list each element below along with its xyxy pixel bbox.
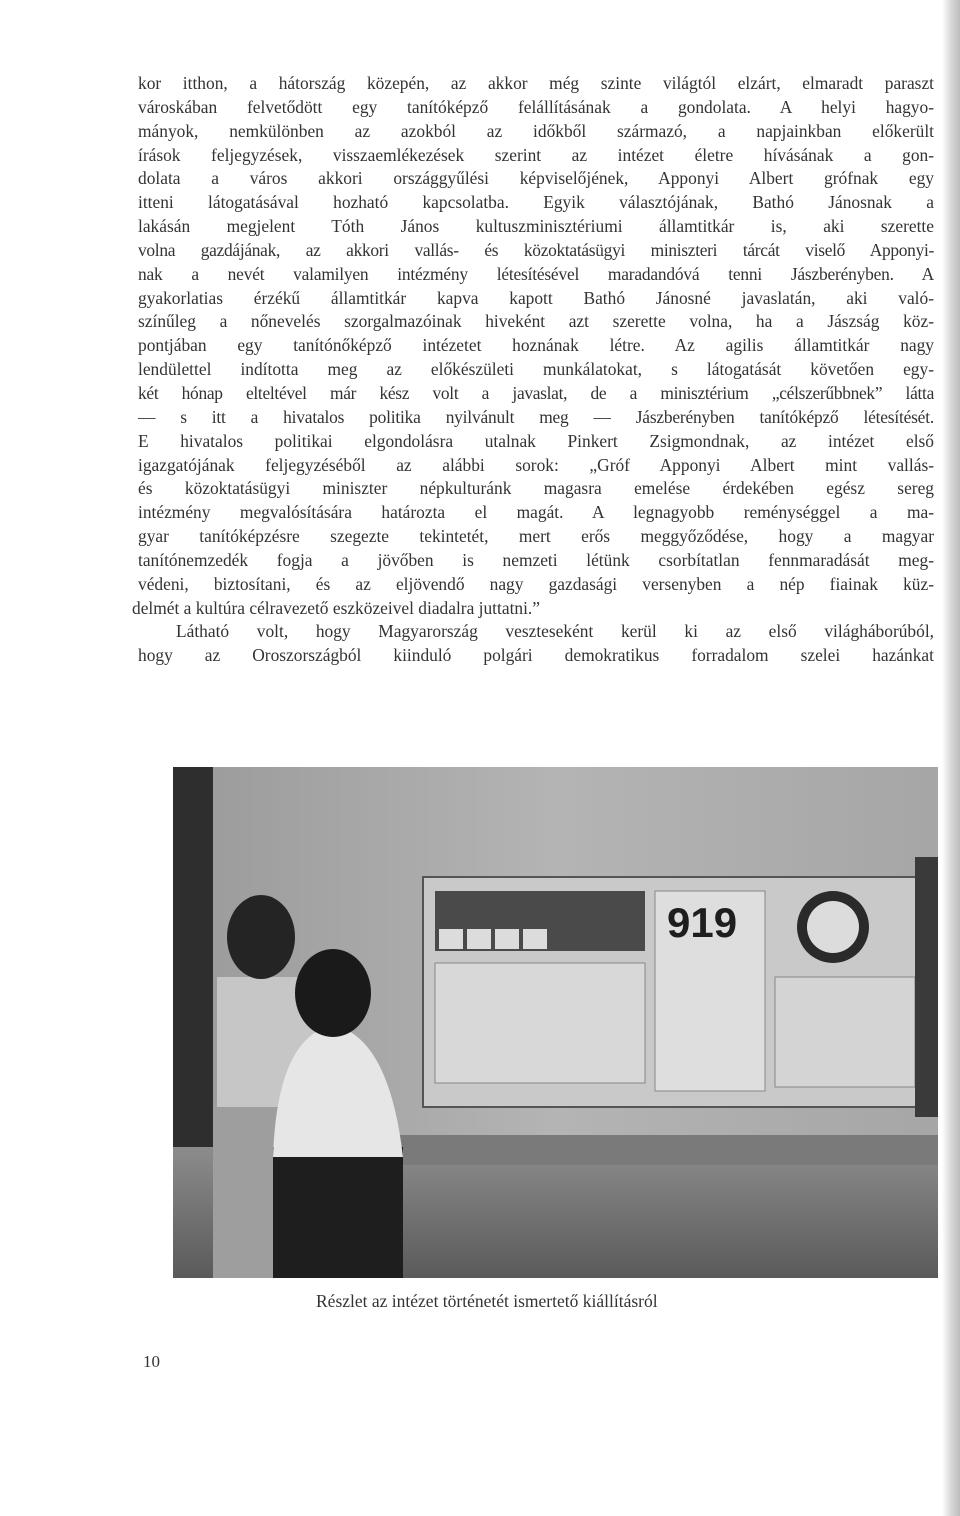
person-center-skirt — [273, 1147, 403, 1278]
text-line: gyar tanítóképzésre szegezte tekintetét, mert erős meggyőződése, hogy a magyar — [138, 526, 934, 547]
poster-badge-inner — [807, 901, 859, 953]
person-left-hair — [227, 895, 295, 979]
text-line: delmét a kultúra célravezető eszközeivel diadalra juttatni.” — [132, 597, 540, 618]
poster-text-panel — [435, 963, 645, 1083]
text-line: tanítónemzedék fogja a jövőben is nemzeti létünk csorbítatlan fennmaradását meg- — [138, 549, 934, 570]
text-line: pontjában egy tanítónőképző intézetet hoznának létre. Az agilis államtitkár nagy — [138, 335, 934, 356]
text-line: városkában felvetődött egy tanítóképző felállításának a gondolata. A helyi hagyo- — [138, 96, 934, 117]
text-line: nak a nevét valamilyen intézmény létesítésével maradandóvá tenni Jászberényben. A — [138, 263, 934, 284]
poster-photo — [495, 929, 519, 949]
text-line: itteni látogatásával hozható kapcsolatba. Egyik választójának, Bathó Jánosnak a — [138, 192, 934, 213]
poster-year: 919 — [667, 899, 738, 946]
poster-photo — [467, 929, 491, 949]
radiator — [373, 1135, 938, 1165]
body-text — [132, 72, 934, 668]
photo-illustration — [173, 767, 938, 1278]
right-frames — [915, 857, 938, 1117]
text-line: E hivatalos politikai elgondolásra utalnak Pinkert Zsigmondnak, az intézet első — [138, 430, 934, 451]
text-line: — s itt a hivatalos politika nyilvánult meg — Jászberényben tanítóképző létesítését. — [138, 406, 934, 427]
text-line: Látható volt, hogy Magyarország veszteseként kerül ki az első világháborúból, — [176, 621, 934, 642]
page-number: 10 — [143, 1352, 160, 1371]
text-line: dolata a város akkori országgyűlési képviselőjének, Apponyi Albert grófnak egy — [138, 168, 934, 189]
text-line: hogy az Oroszországból kiinduló polgári demokratikus forradalom szelei hazánkat — [138, 645, 934, 666]
text-line: lakásán megjelent Tóth János kultuszminisztériumi államtitkár is, aki szerette — [138, 216, 934, 237]
text-line: védeni, biztosítani, és az eljövendő nagy gazdasági versenyben a nép fiainak küz- — [138, 573, 934, 594]
poster-photo — [439, 929, 463, 949]
text-line: és közoktatásügyi miniszter népkulturánk magasra emelése érdekében egész sereg — [138, 478, 934, 499]
text-line: volna gazdájának, az akkori vallás- és közoktatásügyi miniszteri tárcát viselő Apponyi- — [138, 239, 934, 260]
text-line: két hónap elteltével már kész volt a javaslat, de a minisztérium „célszerűbbnek” látta — [138, 382, 934, 403]
text-line: igazgatójának feljegyzéséből az alábbi sorok: „Gróf Apponyi Albert mint vallás- — [138, 454, 934, 475]
photo-caption: Részlet az intézet történetét ismertető kiállításról — [316, 1291, 658, 1311]
page-edge-shadow — [942, 0, 960, 1516]
exhibition-photo — [173, 767, 938, 1278]
text-line: intézmény megvalósítására határozta el magát. A legnagyobb reménységgel a ma- — [138, 502, 934, 523]
text-line: írások feljegyzések, visszaemlékezések szerint az intézet életre hívásának a gon- — [138, 144, 934, 165]
text-line: gyakorlatias érzékű államtitkár kapva kapott Bathó Jánosné javaslatán, aki való- — [138, 287, 934, 308]
text-line: mányok, nemkülönben az azokból az időkből származó, a napjainkban előkerült — [138, 120, 934, 141]
text-line: színűleg a nőnevelés szorgalmazóinak hiveként azt szerette volna, ha a Jászság köz- — [138, 311, 934, 332]
person-center-hair — [295, 949, 371, 1037]
text-line: lendülettel indította meg az előkészületi munkálatokat, s látogatását követően egy- — [138, 359, 934, 380]
text-line: kor itthon, a hátország közepén, az akkor még szinte világtól elzárt, elmaradt paraszt — [138, 73, 934, 93]
poster-side-panel — [775, 977, 915, 1087]
poster-photo — [523, 929, 547, 949]
